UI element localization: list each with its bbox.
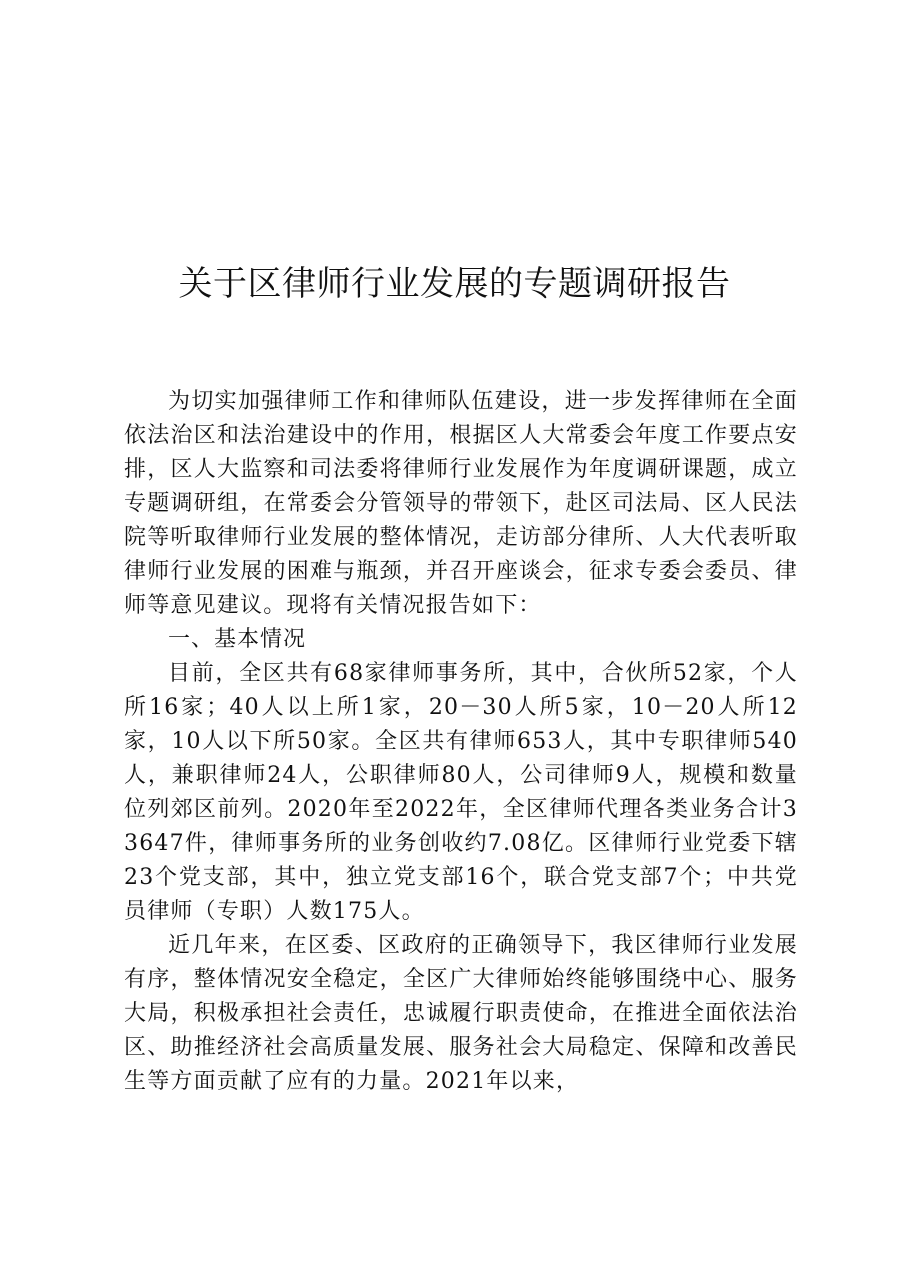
document-body bbox=[124, 385, 798, 1099]
document-title: 关于区律师行业发展的专题调研报告 bbox=[178, 264, 731, 304]
section-paragraph: 近几年来，在区委、区政府的正确领导下，我区律师行业发展有序，整体情况安全稳定，全区广大律师始终能够围绕中心、服务大局，积极承担社会责任，忠诚履行职责使命，在推进全面依法治区、助推经济社会高质量发展、服务社会大局稳定、保障和改善民生等方面贡献了应有的力量。2021年以来， bbox=[124, 933, 798, 1094]
section-heading-basic-situation: 一、基本情况 bbox=[168, 627, 307, 652]
intro-paragraph: 为切实加强律师工作和律师队伍建设，进一步发挥律师在全面依法治区和法治建设中的作用，根据区人大常委会年度工作要点安排，区人大监察和司法委将律师行业发展作为年度调研课题，成立专题调研组，在常委会分管领导的带领下，赴区司法局、区人民法院等听取律师行业发展的整体情况，走访部分律所、人大代表听取律师行业发展的困难与瓶颈，并召开座谈会，征求专委会委员、律师等意见建议。现将有关情况报告如下： bbox=[124, 389, 798, 618]
section-paragraph: 目前，全区共有68家律师事务所，其中，合伙所52家，个人所16家；40人以上所1家，20－30人所5家，10－20人所12家，10人以下所50家。全区共有律师653人，其中专职律师540人，兼职律师24人，公职律师80人，公司律师9人，规模和数量位列郊区前列。2020年至2022年，全区律师代理各类业务合计33647件，律师事务所的业务创收约7.08亿。区律师行业党委下辖23个党支部，其中，独立党支部16个，联合党支部7个；中共党员律师（专职）人数175人。 bbox=[124, 661, 798, 924]
